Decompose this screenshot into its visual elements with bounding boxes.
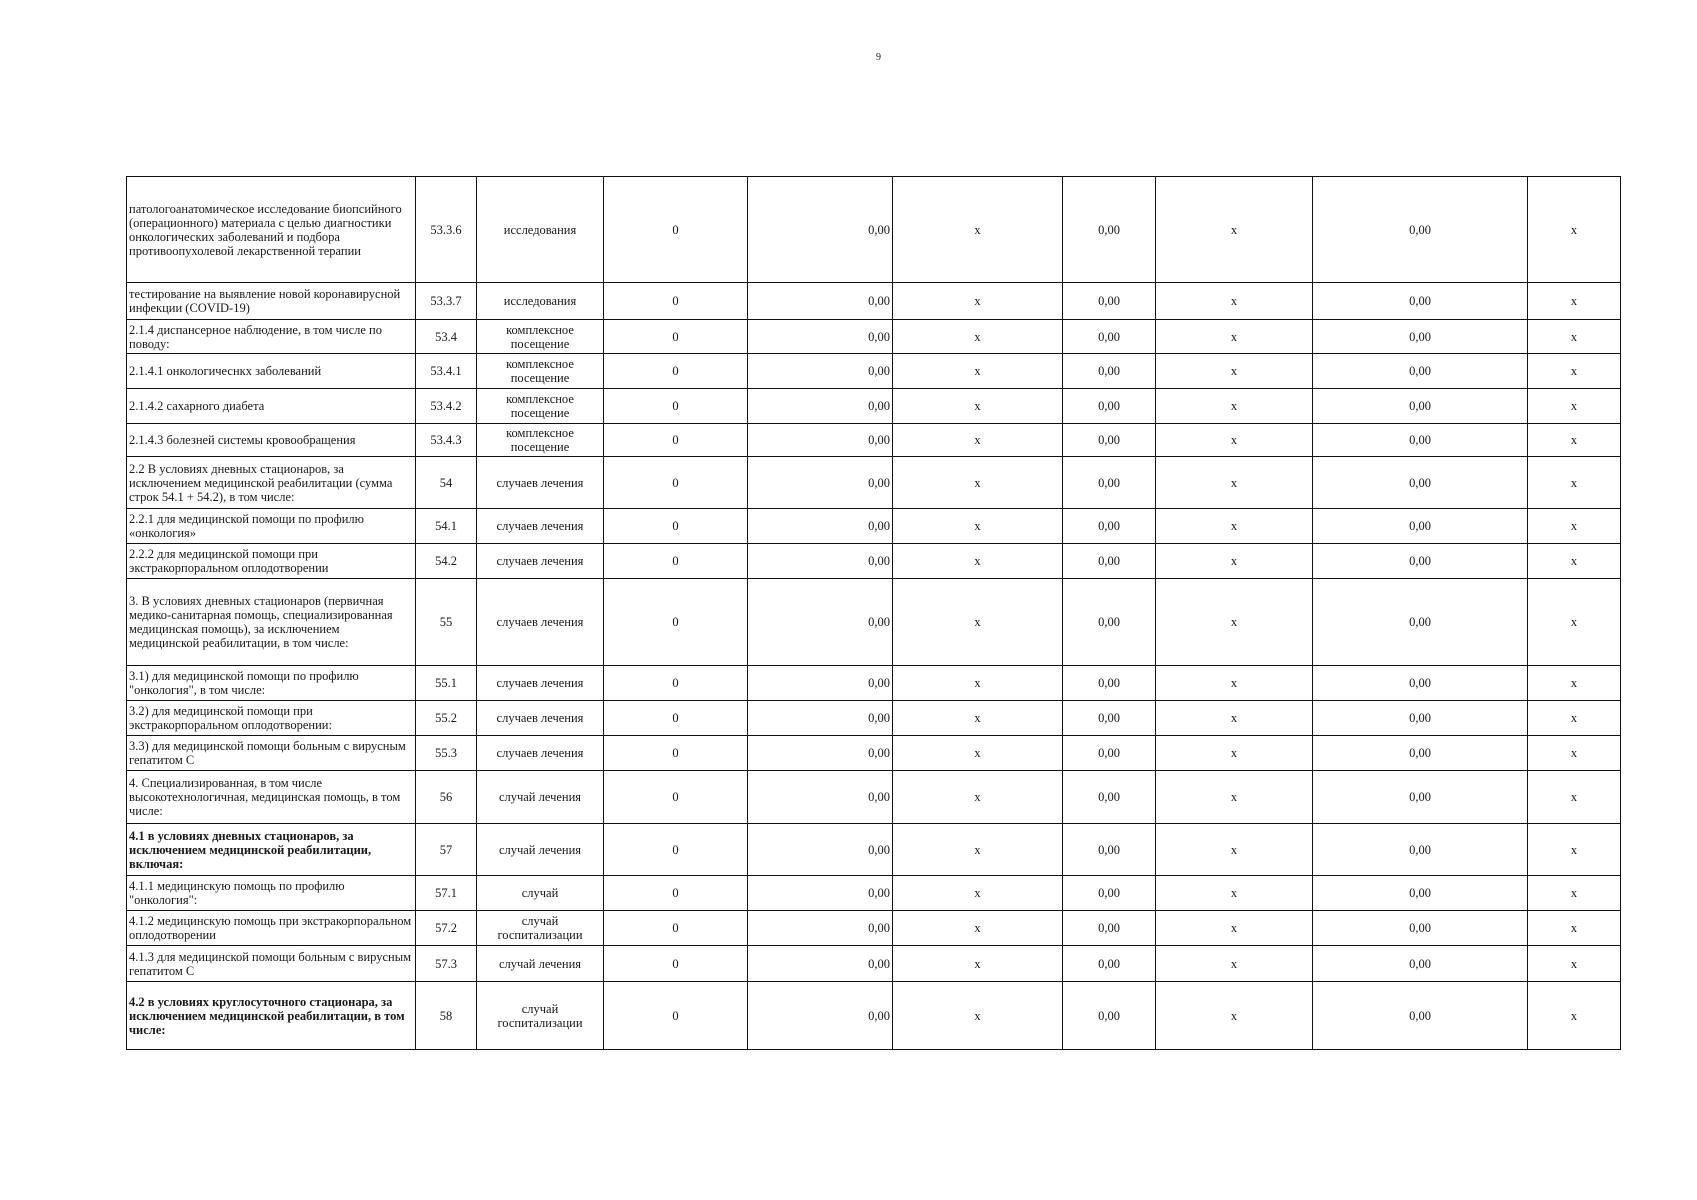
value-1: 0 bbox=[604, 509, 748, 544]
table-row bbox=[127, 177, 1621, 283]
row-code: 55.1 bbox=[416, 666, 477, 701]
value-2: 0,00 bbox=[748, 911, 893, 946]
row-unit: случаев лечения bbox=[477, 457, 604, 509]
mark-x-1: х bbox=[893, 389, 1063, 424]
mark-x-2: х bbox=[1156, 283, 1313, 320]
row-unit: случай лечения bbox=[477, 771, 604, 824]
table-row bbox=[127, 771, 1621, 824]
mark-x-1: х bbox=[893, 579, 1063, 666]
row-unit: случаев лечения bbox=[477, 666, 604, 701]
mark-x-1: х bbox=[893, 283, 1063, 320]
row-unit: случаев лечения bbox=[477, 544, 604, 579]
value-1: 0 bbox=[604, 946, 748, 982]
value-2: 0,00 bbox=[748, 701, 893, 736]
row-code: 53.4.1 bbox=[416, 354, 477, 389]
value-3: 0,00 bbox=[1063, 666, 1156, 701]
row-unit: случай госпитализации bbox=[477, 982, 604, 1050]
mark-x-3: х bbox=[1528, 509, 1621, 544]
row-name: 4.1.1 медицинскую помощь по профилю "онкология": bbox=[127, 876, 416, 911]
row-code: 55.2 bbox=[416, 701, 477, 736]
value-2: 0,00 bbox=[748, 509, 893, 544]
value-4: 0,00 bbox=[1313, 946, 1528, 982]
row-code: 54.1 bbox=[416, 509, 477, 544]
value-3: 0,00 bbox=[1063, 320, 1156, 354]
value-2: 0,00 bbox=[748, 666, 893, 701]
value-2: 0,00 bbox=[748, 457, 893, 509]
value-2: 0,00 bbox=[748, 771, 893, 824]
mark-x-1: х bbox=[893, 946, 1063, 982]
row-code: 57.3 bbox=[416, 946, 477, 982]
mark-x-2: х bbox=[1156, 876, 1313, 911]
mark-x-3: х bbox=[1528, 701, 1621, 736]
table-row bbox=[127, 946, 1621, 982]
mark-x-2: х bbox=[1156, 771, 1313, 824]
table-row bbox=[127, 824, 1621, 876]
value-1: 0 bbox=[604, 666, 748, 701]
table-row bbox=[127, 457, 1621, 509]
value-3: 0,00 bbox=[1063, 876, 1156, 911]
value-4: 0,00 bbox=[1313, 911, 1528, 946]
mark-x-1: х bbox=[893, 736, 1063, 771]
value-2: 0,00 bbox=[748, 177, 893, 283]
value-4: 0,00 bbox=[1313, 320, 1528, 354]
value-4: 0,00 bbox=[1313, 177, 1528, 283]
value-1: 0 bbox=[604, 824, 748, 876]
value-2: 0,00 bbox=[748, 389, 893, 424]
mark-x-1: х bbox=[893, 982, 1063, 1050]
table-row bbox=[127, 283, 1621, 320]
value-1: 0 bbox=[604, 354, 748, 389]
table-row bbox=[127, 320, 1621, 354]
mark-x-2: х bbox=[1156, 389, 1313, 424]
mark-x-1: х bbox=[893, 354, 1063, 389]
value-3: 0,00 bbox=[1063, 771, 1156, 824]
mark-x-2: х bbox=[1156, 177, 1313, 283]
row-code: 53.3.7 bbox=[416, 283, 477, 320]
mark-x-3: х bbox=[1528, 824, 1621, 876]
value-4: 0,00 bbox=[1313, 701, 1528, 736]
mark-x-2: х bbox=[1156, 736, 1313, 771]
mark-x-1: х bbox=[893, 320, 1063, 354]
row-code: 53.4.2 bbox=[416, 389, 477, 424]
row-unit: исследования bbox=[477, 283, 604, 320]
row-name: 4.1.3 для медицинской помощи больным с вирусным гепатитом С bbox=[127, 946, 416, 982]
value-1: 0 bbox=[604, 876, 748, 911]
mark-x-2: х bbox=[1156, 982, 1313, 1050]
value-1: 0 bbox=[604, 911, 748, 946]
value-3: 0,00 bbox=[1063, 424, 1156, 457]
mark-x-2: х bbox=[1156, 320, 1313, 354]
table-row bbox=[127, 736, 1621, 771]
row-unit: случаев лечения bbox=[477, 736, 604, 771]
mark-x-1: х bbox=[893, 701, 1063, 736]
value-2: 0,00 bbox=[748, 736, 893, 771]
mark-x-1: х bbox=[893, 509, 1063, 544]
value-2: 0,00 bbox=[748, 824, 893, 876]
row-unit: комплексное посещение bbox=[477, 320, 604, 354]
row-name: 4.2 в условиях круглосуточного стационара, за исключением медицинской реабилитации, в том числе: bbox=[127, 982, 416, 1050]
page-number: 9 bbox=[876, 52, 881, 63]
value-3: 0,00 bbox=[1063, 736, 1156, 771]
value-3: 0,00 bbox=[1063, 701, 1156, 736]
value-2: 0,00 bbox=[748, 354, 893, 389]
value-1: 0 bbox=[604, 424, 748, 457]
table-row bbox=[127, 666, 1621, 701]
mark-x-3: х bbox=[1528, 320, 1621, 354]
row-code: 57.1 bbox=[416, 876, 477, 911]
mark-x-2: х bbox=[1156, 354, 1313, 389]
mark-x-3: х bbox=[1528, 771, 1621, 824]
value-3: 0,00 bbox=[1063, 911, 1156, 946]
row-code: 55.3 bbox=[416, 736, 477, 771]
row-unit: случай лечения bbox=[477, 946, 604, 982]
row-unit: случай bbox=[477, 876, 604, 911]
value-1: 0 bbox=[604, 771, 748, 824]
row-name: патологоанатомическое исследование биопсийного (операционного) материала с целью диагностики онкологических заболеваний и подбора противоопухолевой лекарственной терапии bbox=[127, 177, 416, 283]
value-4: 0,00 bbox=[1313, 389, 1528, 424]
mark-x-1: х bbox=[893, 177, 1063, 283]
row-unit: исследования bbox=[477, 177, 604, 283]
row-name: 3.2) для медицинской помощи при экстракорпоральном оплодотворении: bbox=[127, 701, 416, 736]
mark-x-3: х bbox=[1528, 424, 1621, 457]
row-unit: комплексное посещение bbox=[477, 354, 604, 389]
table-row bbox=[127, 389, 1621, 424]
value-3: 0,00 bbox=[1063, 354, 1156, 389]
mark-x-3: х bbox=[1528, 666, 1621, 701]
row-name: 2.1.4 диспансерное наблюдение, в том числе по поводу: bbox=[127, 320, 416, 354]
row-name: 3.3) для медицинской помощи больным с вирусным гепатитом С bbox=[127, 736, 416, 771]
row-name: 2.1.4.3 болезней системы кровообращения bbox=[127, 424, 416, 457]
row-code: 56 bbox=[416, 771, 477, 824]
row-name: 4.1 в условиях дневных стационаров, за исключением медицинской реабилитации, включая: bbox=[127, 824, 416, 876]
value-4: 0,00 bbox=[1313, 457, 1528, 509]
row-unit: случай лечения bbox=[477, 824, 604, 876]
value-4: 0,00 bbox=[1313, 579, 1528, 666]
mark-x-2: х bbox=[1156, 457, 1313, 509]
value-1: 0 bbox=[604, 701, 748, 736]
row-unit: случаев лечения bbox=[477, 579, 604, 666]
mark-x-1: х bbox=[893, 911, 1063, 946]
mark-x-1: х bbox=[893, 771, 1063, 824]
row-unit: случаев лечения bbox=[477, 701, 604, 736]
mark-x-2: х bbox=[1156, 701, 1313, 736]
row-name: 2.1.4.2 сахарного диабета bbox=[127, 389, 416, 424]
value-3: 0,00 bbox=[1063, 457, 1156, 509]
value-1: 0 bbox=[604, 982, 748, 1050]
row-unit: случаев лечения bbox=[477, 509, 604, 544]
mark-x-2: х bbox=[1156, 424, 1313, 457]
value-4: 0,00 bbox=[1313, 666, 1528, 701]
value-2: 0,00 bbox=[748, 320, 893, 354]
value-2: 0,00 bbox=[748, 579, 893, 666]
value-2: 0,00 bbox=[748, 876, 893, 911]
value-3: 0,00 bbox=[1063, 509, 1156, 544]
row-name: 4. Специализированная, в том числе высокотехнологичная, медицинская помощь, в том числе: bbox=[127, 771, 416, 824]
mark-x-1: х bbox=[893, 824, 1063, 876]
value-1: 0 bbox=[604, 389, 748, 424]
row-code: 55 bbox=[416, 579, 477, 666]
value-1: 0 bbox=[604, 579, 748, 666]
row-code: 54 bbox=[416, 457, 477, 509]
mark-x-3: х bbox=[1528, 911, 1621, 946]
value-4: 0,00 bbox=[1313, 509, 1528, 544]
row-code: 58 bbox=[416, 982, 477, 1050]
table-row bbox=[127, 876, 1621, 911]
value-4: 0,00 bbox=[1313, 283, 1528, 320]
row-unit: случай госпитализации bbox=[477, 911, 604, 946]
value-3: 0,00 bbox=[1063, 389, 1156, 424]
table-row bbox=[127, 579, 1621, 666]
mark-x-3: х bbox=[1528, 876, 1621, 911]
value-1: 0 bbox=[604, 736, 748, 771]
row-name: 2.2.2 для медицинской помощи при экстракорпоральном оплодотворении bbox=[127, 544, 416, 579]
value-2: 0,00 bbox=[748, 283, 893, 320]
mark-x-2: х bbox=[1156, 544, 1313, 579]
value-1: 0 bbox=[604, 457, 748, 509]
mark-x-3: х bbox=[1528, 579, 1621, 666]
row-code: 53.4.3 bbox=[416, 424, 477, 457]
value-3: 0,00 bbox=[1063, 946, 1156, 982]
table-row bbox=[127, 424, 1621, 457]
value-2: 0,00 bbox=[748, 982, 893, 1050]
value-4: 0,00 bbox=[1313, 982, 1528, 1050]
mark-x-2: х bbox=[1156, 509, 1313, 544]
row-code: 53.3.6 bbox=[416, 177, 477, 283]
row-code: 53.4 bbox=[416, 320, 477, 354]
mark-x-2: х bbox=[1156, 946, 1313, 982]
mark-x-1: х bbox=[893, 424, 1063, 457]
value-3: 0,00 bbox=[1063, 982, 1156, 1050]
value-4: 0,00 bbox=[1313, 824, 1528, 876]
value-3: 0,00 bbox=[1063, 824, 1156, 876]
value-3: 0,00 bbox=[1063, 283, 1156, 320]
mark-x-3: х bbox=[1528, 283, 1621, 320]
value-1: 0 bbox=[604, 320, 748, 354]
row-name: 3. В условиях дневных стационаров (первичная медико-санитарная помощь, специализированная медицинская помощь), за исключением медицинской реабилитации, в том числе: bbox=[127, 579, 416, 666]
table-row bbox=[127, 509, 1621, 544]
mark-x-3: х bbox=[1528, 177, 1621, 283]
mark-x-2: х bbox=[1156, 824, 1313, 876]
row-name: тестирование на выявление новой коронавирусной инфекции (COVID-19) bbox=[127, 283, 416, 320]
row-unit: комплексное посещение bbox=[477, 424, 604, 457]
row-code: 57 bbox=[416, 824, 477, 876]
value-3: 0,00 bbox=[1063, 544, 1156, 579]
value-4: 0,00 bbox=[1313, 876, 1528, 911]
mark-x-1: х bbox=[893, 666, 1063, 701]
value-4: 0,00 bbox=[1313, 544, 1528, 579]
mark-x-2: х bbox=[1156, 579, 1313, 666]
row-unit: комплексное посещение bbox=[477, 389, 604, 424]
mark-x-3: х bbox=[1528, 946, 1621, 982]
value-4: 0,00 bbox=[1313, 736, 1528, 771]
mark-x-2: х bbox=[1156, 911, 1313, 946]
table-row bbox=[127, 701, 1621, 736]
table-row bbox=[127, 911, 1621, 946]
row-code: 54.2 bbox=[416, 544, 477, 579]
mark-x-3: х bbox=[1528, 457, 1621, 509]
value-3: 0,00 bbox=[1063, 177, 1156, 283]
table-row bbox=[127, 544, 1621, 579]
value-3: 0,00 bbox=[1063, 579, 1156, 666]
value-2: 0,00 bbox=[748, 946, 893, 982]
value-1: 0 bbox=[604, 177, 748, 283]
row-code: 57.2 bbox=[416, 911, 477, 946]
value-4: 0,00 bbox=[1313, 424, 1528, 457]
row-name: 2.1.4.1 онкологичеснкх заболеваний bbox=[127, 354, 416, 389]
row-name: 2.2 В условиях дневных стационаров, за исключением медицинской реабилитации (сумма строк 54.1 + 54.2), в том числе: bbox=[127, 457, 416, 509]
data-table bbox=[126, 176, 1621, 1050]
value-1: 0 bbox=[604, 544, 748, 579]
mark-x-1: х bbox=[893, 457, 1063, 509]
mark-x-1: х bbox=[893, 876, 1063, 911]
value-4: 0,00 bbox=[1313, 354, 1528, 389]
mark-x-3: х bbox=[1528, 389, 1621, 424]
mark-x-3: х bbox=[1528, 354, 1621, 389]
mark-x-1: х bbox=[893, 544, 1063, 579]
row-name: 4.1.2 медицинскую помощь при экстракорпоральном оплодотворении bbox=[127, 911, 416, 946]
row-name: 3.1) для медицинской помощи по профилю "онкология", в том числе: bbox=[127, 666, 416, 701]
table-row bbox=[127, 982, 1621, 1050]
table-row bbox=[127, 354, 1621, 389]
value-4: 0,00 bbox=[1313, 771, 1528, 824]
mark-x-3: х bbox=[1528, 544, 1621, 579]
row-name: 2.2.1 для медицинской помощи по профилю «онкология» bbox=[127, 509, 416, 544]
value-2: 0,00 bbox=[748, 544, 893, 579]
value-2: 0,00 bbox=[748, 424, 893, 457]
mark-x-3: х bbox=[1528, 736, 1621, 771]
mark-x-2: х bbox=[1156, 666, 1313, 701]
mark-x-3: х bbox=[1528, 982, 1621, 1050]
table-body bbox=[127, 177, 1621, 1050]
value-1: 0 bbox=[604, 283, 748, 320]
